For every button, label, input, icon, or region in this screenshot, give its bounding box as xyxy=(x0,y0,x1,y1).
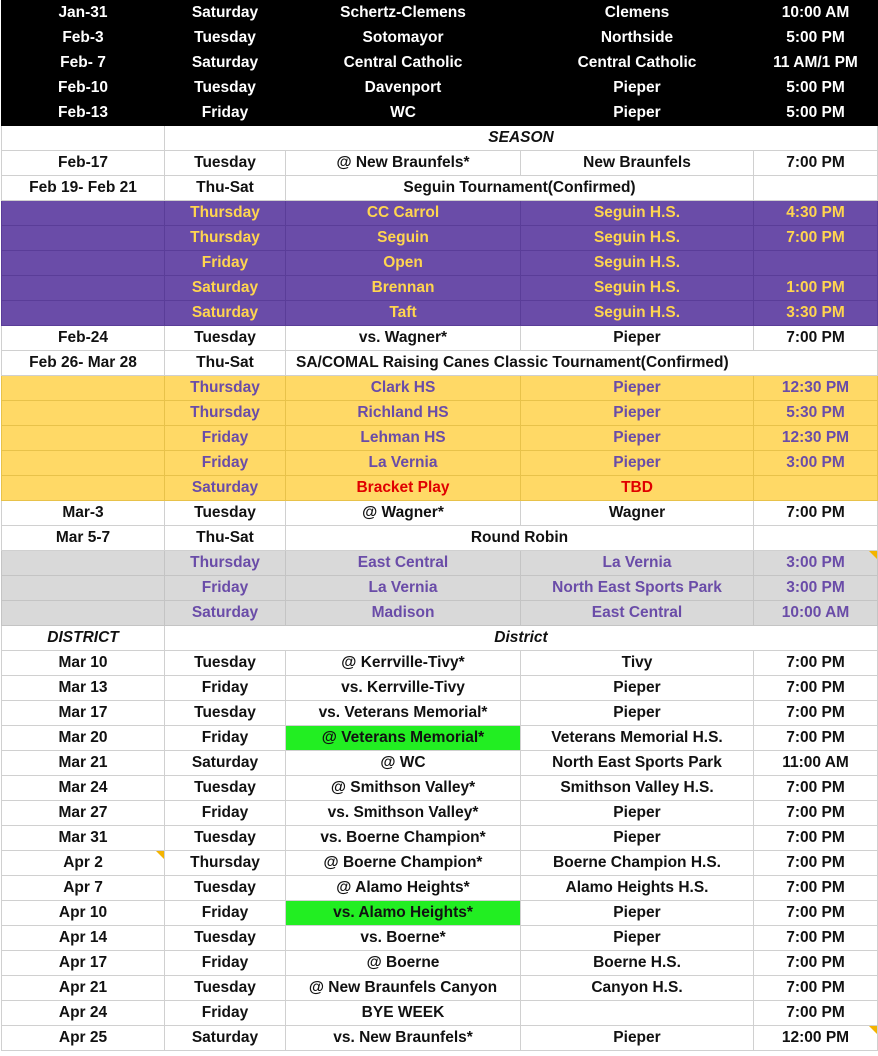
day-cell[interactable]: Friday xyxy=(165,951,286,976)
day-cell[interactable]: Thursday xyxy=(165,376,286,401)
date-cell[interactable]: Mar 27 xyxy=(2,801,165,826)
time-cell[interactable]: 7:00 PM xyxy=(754,676,878,701)
date-cell[interactable]: Jan-31 xyxy=(2,1,165,26)
schedule-row xyxy=(2,1001,878,1026)
opponent-cell[interactable]: vs. Boerne* xyxy=(286,926,521,951)
time-cell[interactable]: 12:30 PM xyxy=(754,376,878,401)
day-cell[interactable]: Friday xyxy=(165,101,286,126)
venue-cell[interactable]: Pieper xyxy=(521,326,754,351)
venue-cell[interactable]: Pieper xyxy=(521,1026,754,1051)
day-cell[interactable]: Saturday xyxy=(165,276,286,301)
date-cell[interactable]: Mar 21 xyxy=(2,751,165,776)
day-cell[interactable]: Tuesday xyxy=(165,151,286,176)
opponent-cell[interactable]: @ Veterans Memorial* xyxy=(286,726,521,751)
venue-cell[interactable]: Seguin H.S. xyxy=(521,251,754,276)
date-cell[interactable]: Apr 7 xyxy=(2,876,165,901)
venue-cell[interactable]: Northside xyxy=(521,26,754,51)
venue-cell[interactable]: Pieper xyxy=(521,101,754,126)
venue-cell[interactable]: Pieper xyxy=(521,701,754,726)
venue-cell[interactable]: Veterans Memorial H.S. xyxy=(521,726,754,751)
day-cell[interactable]: Friday xyxy=(165,1001,286,1026)
date-cell[interactable]: Apr 14 xyxy=(2,926,165,951)
district-header-row xyxy=(2,626,878,651)
schedule-row xyxy=(2,151,878,176)
day-cell[interactable]: Saturday xyxy=(165,601,286,626)
schedule-row xyxy=(2,726,878,751)
date-cell[interactable] xyxy=(2,601,165,626)
time-cell[interactable]: 7:00 PM xyxy=(754,326,878,351)
venue-cell[interactable]: East Central xyxy=(521,601,754,626)
time-cell[interactable]: 3:30 PM xyxy=(754,301,878,326)
opponent-cell[interactable]: Open xyxy=(286,251,521,276)
opponent-cell[interactable]: Lehman HS xyxy=(286,426,521,451)
venue-cell[interactable]: Smithson Valley H.S. xyxy=(521,776,754,801)
day-cell[interactable]: Saturday xyxy=(165,1,286,26)
venue-cell[interactable]: Boerne Champion H.S. xyxy=(521,851,754,876)
opponent-cell[interactable]: Brennan xyxy=(286,276,521,301)
opponent-cell[interactable]: Davenport xyxy=(286,76,521,101)
venue-cell[interactable]: Pieper xyxy=(521,376,754,401)
opponent-cell[interactable]: Taft xyxy=(286,301,521,326)
opponent-cell[interactable]: La Vernia xyxy=(286,576,521,601)
day-cell[interactable]: Friday xyxy=(165,901,286,926)
tournament-game-row xyxy=(2,276,878,301)
schedule-row xyxy=(2,701,878,726)
time-cell[interactable]: 7:00 PM xyxy=(754,851,878,876)
date-cell[interactable] xyxy=(2,226,165,251)
time-cell[interactable]: 7:00 PM xyxy=(754,876,878,901)
date-cell[interactable]: Mar 20 xyxy=(2,726,165,751)
empty-cell[interactable] xyxy=(2,126,165,151)
venue-cell[interactable]: Canyon H.S. xyxy=(521,976,754,1001)
date-cell[interactable] xyxy=(2,301,165,326)
venue-cell[interactable]: TBD xyxy=(521,476,754,501)
day-cell[interactable]: Tuesday xyxy=(165,501,286,526)
schedule-row xyxy=(2,776,878,801)
opponent-cell[interactable]: vs. Alamo Heights* xyxy=(286,901,521,926)
tournament-game-row xyxy=(2,401,878,426)
schedule-row xyxy=(2,976,878,1001)
time-text: 12:00 PM xyxy=(781,1029,850,1046)
opponent-cell[interactable]: WC xyxy=(286,101,521,126)
schedule-row xyxy=(2,651,878,676)
time-cell[interactable]: 7:00 PM xyxy=(754,726,878,751)
day-cell[interactable]: Tuesday xyxy=(165,776,286,801)
date-cell[interactable]: Apr 21 xyxy=(2,976,165,1001)
date-cell[interactable]: Mar 17 xyxy=(2,701,165,726)
date-cell[interactable]: Mar 24 xyxy=(2,776,165,801)
schedule-row xyxy=(2,26,878,51)
venue-cell[interactable]: Seguin H.S. xyxy=(521,276,754,301)
day-cell[interactable]: Thursday xyxy=(165,401,286,426)
time-cell[interactable]: 12:30 PM xyxy=(754,426,878,451)
date-cell[interactable]: Feb-3 xyxy=(2,26,165,51)
district-header[interactable]: District xyxy=(165,626,878,651)
opponent-cell[interactable]: Madison xyxy=(286,601,521,626)
day-cell[interactable]: Tuesday xyxy=(165,651,286,676)
season-header-row xyxy=(2,126,878,151)
day-cell[interactable]: Tuesday xyxy=(165,826,286,851)
comment-flag-icon[interactable] xyxy=(869,551,877,559)
opponent-cell[interactable]: @ Boerne Champion* xyxy=(286,851,521,876)
date-cell[interactable] xyxy=(2,376,165,401)
opponent-cell[interactable]: @ Kerrville-Tivy* xyxy=(286,651,521,676)
schedule-row xyxy=(2,76,878,101)
opponent-cell[interactable]: @ Boerne xyxy=(286,951,521,976)
day-cell[interactable]: Saturday xyxy=(165,476,286,501)
time-cell[interactable]: 7:00 PM xyxy=(754,951,878,976)
venue-cell[interactable]: Pieper xyxy=(521,426,754,451)
time-cell[interactable]: 4:30 PM xyxy=(754,201,878,226)
date-cell[interactable] xyxy=(2,476,165,501)
day-cell[interactable]: Friday xyxy=(165,426,286,451)
opponent-cell[interactable]: La Vernia xyxy=(286,451,521,476)
opponent-cell[interactable]: vs. Kerrville-Tivy xyxy=(286,676,521,701)
venue-cell[interactable]: Boerne H.S. xyxy=(521,951,754,976)
tournament-game-row xyxy=(2,601,878,626)
time-cell[interactable] xyxy=(754,176,878,201)
schedule-row xyxy=(2,101,878,126)
comment-flag-icon[interactable] xyxy=(156,851,164,859)
schedule-row xyxy=(2,951,878,976)
venue-cell[interactable]: Pieper xyxy=(521,76,754,101)
opponent-cell[interactable]: Central Catholic xyxy=(286,51,521,76)
venue-cell[interactable]: Pieper xyxy=(521,801,754,826)
opponent-cell[interactable]: vs. Smithson Valley* xyxy=(286,801,521,826)
time-cell[interactable]: 7:00 PM xyxy=(754,926,878,951)
day-cell[interactable]: Saturday xyxy=(165,51,286,76)
date-cell[interactable]: Feb-13 xyxy=(2,101,165,126)
opponent-cell[interactable]: Schertz-Clemens xyxy=(286,1,521,26)
opponent-cell[interactable]: BYE WEEK xyxy=(286,1001,521,1026)
date-cell[interactable]: Mar 13 xyxy=(2,676,165,701)
date-cell[interactable]: Mar 5-7 xyxy=(2,526,165,551)
date-cell[interactable]: Apr 10 xyxy=(2,901,165,926)
tournament-row xyxy=(2,351,878,376)
date-cell[interactable] xyxy=(2,276,165,301)
opponent-cell[interactable]: Seguin xyxy=(286,226,521,251)
opponent-cell[interactable]: @ Smithson Valley* xyxy=(286,776,521,801)
schedule-row xyxy=(2,926,878,951)
time-cell[interactable]: 1:00 PM xyxy=(754,276,878,301)
day-cell[interactable]: Thu-Sat xyxy=(165,176,286,201)
tournament-row xyxy=(2,526,878,551)
opponent-cell[interactable]: @ Alamo Heights* xyxy=(286,876,521,901)
schedule-row xyxy=(2,326,878,351)
date-cell[interactable]: Feb-10 xyxy=(2,76,165,101)
venue-cell[interactable]: North East Sports Park xyxy=(521,751,754,776)
time-text: 3:00 PM xyxy=(786,554,845,571)
date-cell[interactable] xyxy=(2,551,165,576)
schedule-row xyxy=(2,501,878,526)
opponent-cell[interactable]: @ Wagner* xyxy=(286,501,521,526)
district-label[interactable]: DISTRICT xyxy=(2,626,165,651)
time-cell[interactable]: 7:00 PM xyxy=(754,701,878,726)
tournament-title[interactable]: Round Robin xyxy=(286,526,754,551)
venue-cell[interactable]: Central Catholic xyxy=(521,51,754,76)
venue-cell[interactable]: Pieper xyxy=(521,826,754,851)
schedule-table xyxy=(1,0,878,1051)
time-cell[interactable]: 7:00 PM xyxy=(754,226,878,251)
day-cell[interactable]: Thursday xyxy=(165,226,286,251)
day-cell[interactable]: Thu-Sat xyxy=(165,351,286,376)
day-cell[interactable]: Tuesday xyxy=(165,26,286,51)
day-cell[interactable]: Saturday xyxy=(165,301,286,326)
venue-cell[interactable] xyxy=(521,1001,754,1026)
venue-cell[interactable]: Seguin H.S. xyxy=(521,201,754,226)
tournament-game-row xyxy=(2,201,878,226)
day-cell[interactable]: Friday xyxy=(165,676,286,701)
date-cell[interactable] xyxy=(2,576,165,601)
opponent-cell[interactable]: vs. Veterans Memorial* xyxy=(286,701,521,726)
time-cell[interactable]: 11:00 AM xyxy=(754,751,878,776)
day-cell[interactable]: Tuesday xyxy=(165,326,286,351)
tournament-game-row xyxy=(2,426,878,451)
time-cell[interactable]: 11 AM/1 PM xyxy=(754,51,878,76)
time-cell[interactable]: 7:00 PM xyxy=(754,901,878,926)
date-cell[interactable] xyxy=(2,426,165,451)
venue-cell[interactable]: Pieper xyxy=(521,901,754,926)
time-cell[interactable]: 7:00 PM xyxy=(754,151,878,176)
date-text: Apr 2 xyxy=(63,854,103,871)
venue-cell[interactable]: Alamo Heights H.S. xyxy=(521,876,754,901)
opponent-cell[interactable]: Bracket Play xyxy=(286,476,521,501)
venue-cell[interactable]: Pieper xyxy=(521,926,754,951)
time-cell[interactable]: 3:00 PM xyxy=(754,451,878,476)
venue-cell[interactable]: Pieper xyxy=(521,676,754,701)
tournament-game-row xyxy=(2,301,878,326)
tournament-game-row xyxy=(2,476,878,501)
date-cell[interactable] xyxy=(2,451,165,476)
time-cell[interactable]: 7:00 PM xyxy=(754,1001,878,1026)
time-cell[interactable] xyxy=(754,551,878,576)
day-cell[interactable]: Saturday xyxy=(165,751,286,776)
tournament-game-row xyxy=(2,226,878,251)
schedule-row xyxy=(2,1026,878,1051)
date-cell[interactable]: Apr 25 xyxy=(2,1026,165,1051)
time-cell[interactable] xyxy=(754,476,878,501)
opponent-cell[interactable]: Clark HS xyxy=(286,376,521,401)
day-cell[interactable]: Friday xyxy=(165,251,286,276)
time-cell[interactable]: 7:00 PM xyxy=(754,801,878,826)
schedule-row xyxy=(2,1,878,26)
time-cell[interactable] xyxy=(754,1026,878,1051)
time-cell[interactable]: 3:00 PM xyxy=(754,576,878,601)
tournament-game-row xyxy=(2,576,878,601)
date-cell[interactable] xyxy=(2,401,165,426)
day-cell[interactable]: Thu-Sat xyxy=(165,526,286,551)
opponent-cell[interactable]: vs. Wagner* xyxy=(286,326,521,351)
time-cell[interactable]: 7:00 PM xyxy=(754,976,878,1001)
date-cell[interactable]: Apr 17 xyxy=(2,951,165,976)
date-cell[interactable]: Feb-24 xyxy=(2,326,165,351)
opponent-cell[interactable]: CC Carrol xyxy=(286,201,521,226)
time-cell[interactable] xyxy=(754,251,878,276)
opponent-cell[interactable]: @ New Braunfels* xyxy=(286,151,521,176)
date-cell[interactable]: Mar 10 xyxy=(2,651,165,676)
time-cell[interactable]: 7:00 PM xyxy=(754,501,878,526)
opponent-cell[interactable]: East Central xyxy=(286,551,521,576)
venue-cell[interactable]: Seguin H.S. xyxy=(521,301,754,326)
comment-flag-icon[interactable] xyxy=(869,1026,877,1034)
time-cell[interactable]: 10:00 AM xyxy=(754,1,878,26)
schedule-row xyxy=(2,801,878,826)
day-cell[interactable]: Thursday xyxy=(165,551,286,576)
tournament-title[interactable]: Seguin Tournament(Confirmed) xyxy=(286,176,754,201)
time-cell[interactable] xyxy=(754,526,878,551)
day-cell[interactable]: Tuesday xyxy=(165,701,286,726)
time-cell[interactable]: 5:00 PM xyxy=(754,26,878,51)
season-header[interactable]: SEASON xyxy=(165,126,878,151)
time-cell[interactable]: 5:30 PM xyxy=(754,401,878,426)
day-cell[interactable]: Friday xyxy=(165,726,286,751)
time-cell[interactable]: 5:00 PM xyxy=(754,101,878,126)
day-cell[interactable]: Friday xyxy=(165,801,286,826)
day-cell[interactable]: Saturday xyxy=(165,1026,286,1051)
time-cell[interactable]: 7:00 PM xyxy=(754,826,878,851)
venue-cell[interactable]: Clemens xyxy=(521,1,754,26)
day-cell[interactable]: Friday xyxy=(165,576,286,601)
time-cell[interactable]: 7:00 PM xyxy=(754,651,878,676)
tournament-game-row xyxy=(2,451,878,476)
date-cell[interactable]: Feb 19- Feb 21 xyxy=(2,176,165,201)
schedule-row xyxy=(2,751,878,776)
date-cell[interactable] xyxy=(2,251,165,276)
time-cell[interactable]: 7:00 PM xyxy=(754,776,878,801)
day-cell[interactable]: Thursday xyxy=(165,201,286,226)
day-cell[interactable]: Thursday xyxy=(165,851,286,876)
day-cell[interactable]: Tuesday xyxy=(165,926,286,951)
venue-cell[interactable]: Wagner xyxy=(521,501,754,526)
venue-cell[interactable]: Tivy xyxy=(521,651,754,676)
day-cell[interactable]: Tuesday xyxy=(165,976,286,1001)
venue-cell[interactable]: Pieper xyxy=(521,401,754,426)
tournament-title[interactable]: SA/COMAL Raising Canes Classic Tournament(Confirmed) xyxy=(286,351,878,376)
date-cell[interactable]: Apr 24 xyxy=(2,1001,165,1026)
opponent-cell[interactable]: vs. New Braunfels* xyxy=(286,1026,521,1051)
venue-cell[interactable]: Pieper xyxy=(521,451,754,476)
opponent-cell[interactable]: @ WC xyxy=(286,751,521,776)
schedule-row xyxy=(2,876,878,901)
date-cell[interactable]: Mar 31 xyxy=(2,826,165,851)
time-cell[interactable]: 10:00 AM xyxy=(754,601,878,626)
tournament-game-row xyxy=(2,251,878,276)
schedule-row xyxy=(2,851,878,876)
tournament-game-row xyxy=(2,551,878,576)
venue-cell[interactable]: New Braunfels xyxy=(521,151,754,176)
tournament-game-row xyxy=(2,376,878,401)
day-cell[interactable]: Tuesday xyxy=(165,876,286,901)
day-cell[interactable]: Tuesday xyxy=(165,76,286,101)
date-cell[interactable]: Feb- 7 xyxy=(2,51,165,76)
venue-cell[interactable]: North East Sports Park xyxy=(521,576,754,601)
venue-cell[interactable]: La Vernia xyxy=(521,551,754,576)
schedule-row xyxy=(2,676,878,701)
venue-cell[interactable]: Seguin H.S. xyxy=(521,226,754,251)
date-cell[interactable] xyxy=(2,851,165,876)
opponent-cell[interactable]: @ New Braunfels Canyon xyxy=(286,976,521,1001)
schedule-row xyxy=(2,901,878,926)
date-cell[interactable]: Mar-3 xyxy=(2,501,165,526)
opponent-cell[interactable]: Sotomayor xyxy=(286,26,521,51)
tournament-row xyxy=(2,176,878,201)
time-cell[interactable]: 5:00 PM xyxy=(754,76,878,101)
date-cell[interactable]: Feb 26- Mar 28 xyxy=(2,351,165,376)
date-cell[interactable] xyxy=(2,201,165,226)
schedule-row xyxy=(2,51,878,76)
opponent-cell[interactable]: vs. Boerne Champion* xyxy=(286,826,521,851)
schedule-row xyxy=(2,826,878,851)
opponent-cell[interactable]: Richland HS xyxy=(286,401,521,426)
date-cell[interactable]: Feb-17 xyxy=(2,151,165,176)
day-cell[interactable]: Friday xyxy=(165,451,286,476)
